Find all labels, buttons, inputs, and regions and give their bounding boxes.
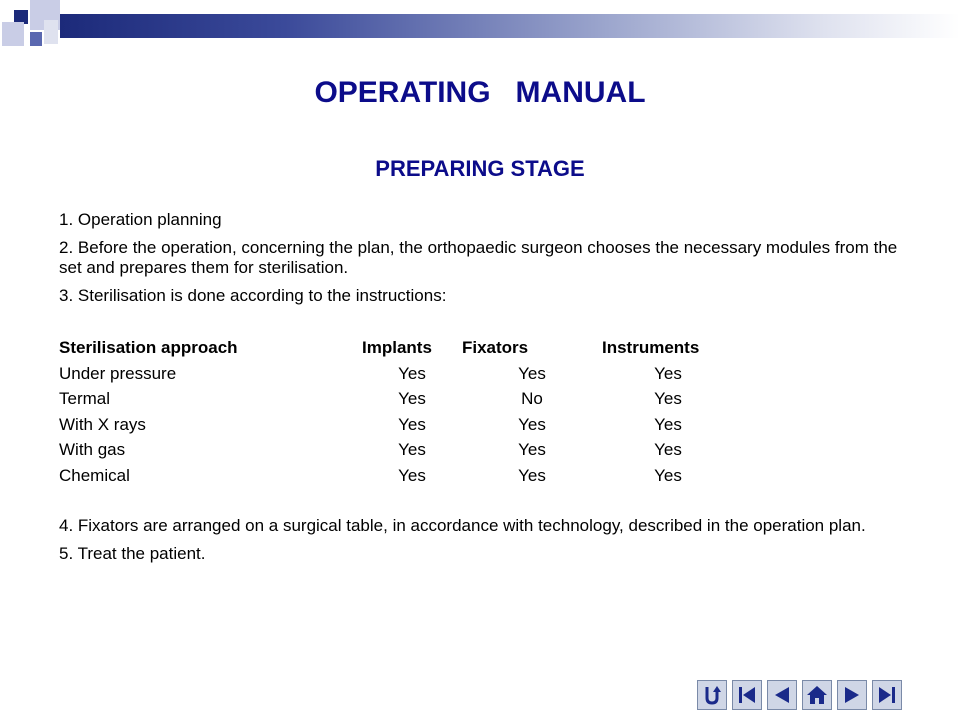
last-slide-button[interactable]	[872, 680, 902, 710]
table-row	[59, 386, 734, 412]
step-item: 1. Operation planning	[59, 210, 222, 229]
header-decoration-square	[2, 22, 24, 46]
first-slide-icon	[736, 684, 758, 706]
sterilisation-table	[59, 335, 734, 488]
table-row	[59, 437, 734, 463]
table-cell: With gas	[59, 440, 126, 459]
table-cell: Yes	[398, 465, 426, 485]
table-cell: Yes	[398, 414, 426, 434]
step-item: 3. Sterilisation is done according to the instructions:	[59, 286, 447, 305]
step-item: 5. Treat the patient.	[59, 544, 206, 563]
previous-slide-button[interactable]	[767, 680, 797, 710]
step-item: 2. Before the operation, concerning the plan, the orthopaedic surgeon chooses the necessary modules from the set and prepares them for sterilisation.	[59, 238, 898, 277]
next-slide-button[interactable]	[837, 680, 867, 710]
table-cell: Yes	[654, 363, 682, 383]
steps-before-list	[59, 210, 899, 314]
table-cell: Chemical	[59, 465, 130, 485]
page-title: OPERATING MANUAL	[314, 76, 646, 109]
return-button[interactable]	[697, 680, 727, 710]
section-title: PREPARING STAGE	[375, 156, 585, 181]
table-cell: Termal	[59, 389, 111, 408]
table-cell: Yes	[654, 465, 682, 485]
next-slide-icon	[841, 684, 863, 706]
table-cell: Yes	[518, 440, 546, 459]
table-cell: Yes	[518, 465, 546, 485]
column-header: Instruments	[602, 338, 700, 357]
first-slide-button[interactable]	[732, 680, 762, 710]
home-button[interactable]	[802, 680, 832, 710]
table-cell: Yes	[518, 363, 546, 383]
steps-after-list	[59, 516, 899, 572]
table-cell: With X rays	[59, 414, 146, 434]
table-row	[59, 412, 734, 438]
table-row	[59, 361, 734, 387]
table-cell: Yes	[398, 363, 426, 383]
table-cell: Yes	[654, 389, 682, 408]
table-cell: Yes	[654, 440, 682, 459]
last-slide-icon	[876, 684, 898, 706]
column-header: Implants	[362, 338, 432, 357]
table-row	[59, 463, 734, 489]
header-decoration-square	[30, 32, 42, 46]
table-cell: Under pressure	[59, 363, 177, 383]
step-item: 4. Fixators are arranged on a surgical table, in accordance with technology, described in the operation plan.	[59, 516, 866, 535]
return-icon	[701, 684, 723, 706]
table-cell: Yes	[518, 414, 546, 434]
table-cell: Yes	[398, 389, 426, 408]
home-icon	[806, 684, 828, 706]
table-header-row	[59, 335, 734, 361]
column-header: Sterilisation approach	[59, 338, 238, 357]
table-cell: Yes	[654, 414, 682, 434]
table-cell: No	[521, 389, 543, 408]
header-gradient-bar	[60, 14, 960, 38]
table-cell: Yes	[398, 440, 426, 459]
previous-slide-icon	[771, 684, 793, 706]
header-decoration-square	[44, 20, 58, 44]
slide-navigation	[697, 680, 902, 710]
column-header: Fixators	[462, 338, 529, 357]
